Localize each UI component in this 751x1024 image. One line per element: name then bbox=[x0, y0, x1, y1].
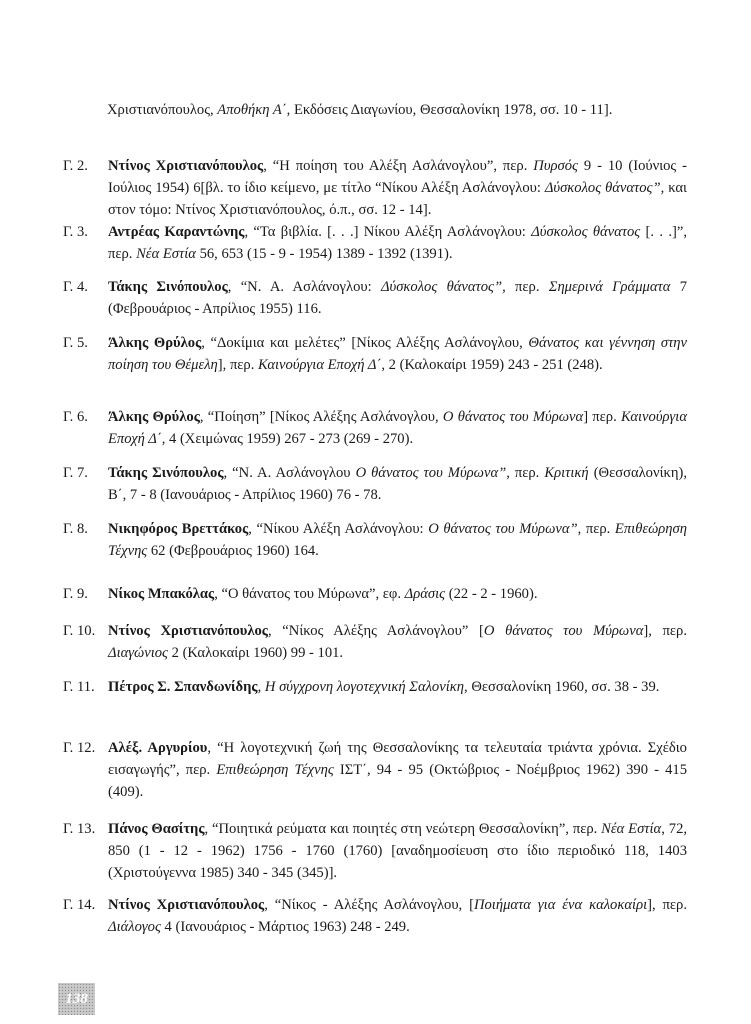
entry-number: Γ. 4. bbox=[63, 279, 88, 295]
continued-title: Αποθήκη Α΄ bbox=[217, 102, 287, 118]
bibliography-entry bbox=[63, 620, 687, 664]
entry-text-part: , περ. bbox=[502, 279, 549, 295]
entry-text bbox=[108, 406, 687, 450]
entry-number: Γ. 10. bbox=[63, 623, 96, 639]
entry-text-part: 2 (Καλοκαίρι 1960) 99 - 101. bbox=[167, 645, 344, 661]
entry-text bbox=[108, 818, 687, 884]
entry-title: Καινούργια Εποχή Δ΄ bbox=[258, 357, 382, 373]
entry-title: Κριτική bbox=[544, 465, 589, 481]
entry-text bbox=[108, 583, 687, 605]
entry-title: Σημερινά Γράμματα bbox=[548, 279, 671, 295]
entry-author: Τάκης Σινόπουλος bbox=[108, 465, 224, 481]
entry-number: Γ. 2. bbox=[63, 158, 88, 174]
entry-text-part: , “Νίκος - Αλέξης Ασλάνογλου, [ bbox=[264, 897, 474, 913]
entry-text-part: , “Η ποίηση του Αλέξη Ασλάνογλου”, περ. bbox=[263, 158, 534, 174]
entry-text-part: (Θεσσαλονίκη), Β΄, 7 - 8 (Ιανουάριος - Απρίλιος 1960) 76 - 78. bbox=[108, 465, 687, 503]
entry-title: Διαγώνιος bbox=[108, 645, 168, 661]
entry-text-part: , περ. bbox=[577, 521, 615, 537]
entry-author: Νικηφόρος Βρεττάκος bbox=[108, 521, 249, 537]
entry-number: Γ. 7. bbox=[63, 465, 88, 481]
entry-number: Γ. 6. bbox=[63, 409, 88, 425]
entry-number: Γ. 8. bbox=[63, 521, 88, 537]
entry-text bbox=[108, 276, 687, 320]
bibliography-entry bbox=[63, 676, 687, 698]
entry-number: Γ. 13. bbox=[63, 821, 96, 837]
entry-title: Ο θάνατος του Μύρωνα bbox=[483, 623, 644, 639]
entry-text-part: [. . .]”, περ. bbox=[108, 224, 687, 262]
entry-text-part: , “Η λογοτεχνική ζωή της Θεσσαλονίκης τα τελευταία τριάντα χρόνια. Σχέδιο εισαγωγής”, περ. bbox=[108, 740, 687, 778]
bibliography-entry bbox=[63, 818, 687, 884]
entry-text-part: , “Ν. Α. Ασλάνογλου bbox=[223, 465, 356, 481]
entry-text-part: , και στον τόμο: Ντίνος Χριστιανόπουλος, ό.π., σσ. 12 - 14]. bbox=[108, 180, 687, 218]
entry-text-part: , Θεσσαλονίκη 1960, σσ. 38 - 39. bbox=[464, 679, 660, 695]
entry-text bbox=[108, 332, 687, 376]
entry-number: Γ. 5. bbox=[63, 335, 88, 351]
bibliography-entry bbox=[63, 155, 687, 221]
entry-text bbox=[108, 676, 687, 698]
entry-text bbox=[108, 518, 687, 562]
entry-title: Ο θάνατος του Μύρωνα” bbox=[428, 521, 578, 537]
entry-text-part: ΙΣΤ΄, 94 - 95 (Οκτώβριος - Νοέμβριος 1962) 390 - 415 (409). bbox=[108, 762, 688, 800]
entry-text bbox=[108, 155, 687, 221]
entry-number: Γ. 14. bbox=[63, 897, 96, 913]
entry-author: Αλέξ. Αργυρίου bbox=[108, 740, 208, 756]
entry-number: Γ. 9. bbox=[63, 586, 88, 602]
entry-title: Καινούργια Εποχή Δ΄ bbox=[108, 409, 687, 447]
entry-number: Γ. 12. bbox=[63, 740, 96, 756]
entry-title: Η σύγχρονη λογοτεχνική Σαλονίκη bbox=[264, 679, 465, 695]
entry-text bbox=[108, 894, 687, 938]
bibliography-entry bbox=[63, 276, 687, 320]
entry-author: Άλκης Θρύλος bbox=[108, 409, 200, 425]
entry-text-part: , “Τα βιβλία. [. . .] Νίκου Αλέξη Ασλάνογλου: bbox=[244, 224, 532, 240]
entry-author: Πέτρος Σ. Σπανδωνίδης bbox=[108, 679, 258, 695]
entry-title: Δύσκολος θάνατος” bbox=[380, 279, 503, 295]
entry-text-part: 62 (Φεβρουάριος 1960) 164. bbox=[147, 543, 319, 559]
entry-title: Νέα Εστία bbox=[136, 246, 196, 262]
entry-title: Επιθεώρηση Τέχνης bbox=[108, 521, 687, 559]
entry-title: Δράσις bbox=[404, 586, 446, 602]
entry-text-part: , “Ποίηση” [Νίκος Αλέξης Ασλάνογλου, bbox=[199, 409, 443, 425]
entry-text bbox=[108, 462, 687, 506]
entry-number: Γ. 11. bbox=[63, 679, 95, 695]
entry-text-part: , 2 (Καλοκαίρι 1959) 243 - 251 (248). bbox=[381, 357, 603, 373]
entry-author: Ντίνος Χριστιανόπουλος bbox=[108, 623, 268, 639]
continued-entry bbox=[107, 99, 687, 121]
entry-text-part: , “Δοκίμια και μελέτες” [Νίκος Αλέξης Ασλάνογλου, bbox=[201, 335, 529, 351]
entry-text-part: (22 - 2 - 1960). bbox=[445, 586, 538, 602]
bibliography-entry bbox=[63, 221, 687, 265]
entry-title: Ποιήματα για ένα καλοκαίρι bbox=[473, 897, 648, 913]
entry-title: Πυρσός bbox=[533, 158, 578, 174]
entry-author: Άλκης Θρύλος bbox=[108, 335, 202, 351]
entry-title: Επιθεώρηση Τέχνης bbox=[216, 762, 334, 778]
entry-author: Νίκος Μπακόλας bbox=[108, 586, 215, 602]
entry-title: Νέα Εστία bbox=[601, 821, 662, 837]
bibliography-entry bbox=[63, 462, 687, 506]
entry-author: Ντίνος Χριστιανόπουλος bbox=[108, 158, 264, 174]
entry-title: Θάνατος και γέννηση στην ποίηση του Θέμελη bbox=[108, 335, 688, 373]
entry-text-part: ], περ. bbox=[643, 623, 687, 639]
entry-text-part: , “Νίκος Αλέξης Ασλάνογλου” [ bbox=[267, 623, 484, 639]
bibliography-entry bbox=[63, 518, 687, 562]
entry-text-part: ], περ. bbox=[647, 897, 687, 913]
entry-title: Διάλογος bbox=[108, 919, 161, 935]
bibliography-entry bbox=[63, 737, 687, 803]
bibliography-entry bbox=[63, 332, 687, 376]
entry-text-part: 4 (Ιανουάριος - Μάρτιος 1963) 248 - 249. bbox=[160, 919, 410, 935]
entry-author: Αντρέας Καραντώνης bbox=[108, 224, 245, 240]
entry-text-part: , περ. bbox=[506, 465, 545, 481]
entry-text-part: 9 - 10 (Ιούνιος - Ιούλιος 1954) 6[βλ. το ίδιο κείμενο, με τίτλο “Νίκου Αλέξη Ασλάνογλου: bbox=[108, 158, 687, 196]
entry-title: Ο θάνατος του Μύρωνα bbox=[442, 409, 584, 425]
entry-title: Δύσκολος θάνατος bbox=[531, 224, 641, 240]
entry-text bbox=[108, 620, 687, 664]
bibliography-entry bbox=[63, 406, 687, 450]
entry-number: Γ. 3. bbox=[63, 224, 88, 240]
entry-text-part: , 4 (Χειμώνας 1959) 267 - 273 (269 - 270). bbox=[161, 431, 414, 447]
entry-title: Δύσκολος θάνατος” bbox=[544, 180, 661, 196]
entry-text-part: 7 (Φεβρουάριος - Απρίλιος 1955) 116. bbox=[108, 279, 687, 317]
entry-text-part: , “Ο θάνατος του Μύρωνα”, εφ. bbox=[214, 586, 405, 602]
entry-text bbox=[108, 221, 687, 265]
entry-text-part: , “Νίκου Αλέξη Ασλάνογλου: bbox=[248, 521, 429, 537]
entry-text-part: , 72, 850 (1 - 12 - 1962) 1756 - 1760 (1760) [αναδημοσίευση στο ίδιο περιοδικό 118, 1403 (Χριστούγεννα 1985) 340 - 345 (345)]. bbox=[108, 821, 688, 881]
entry-author: Πάνος Θασίτης bbox=[108, 821, 205, 837]
entry-text-part: , bbox=[257, 679, 265, 695]
entry-text-part: , “Ποιητικά ρεύματα και ποιητές στη νεώτερη Θεσσαλονίκη”, περ. bbox=[204, 821, 602, 837]
entry-author: Ντίνος Χριστιανόπουλος bbox=[108, 897, 265, 913]
continued-text-end: , Εκδόσεις Διαγωνίου, Θεσσαλονίκη 1978, σσ. 10 - 11]. bbox=[286, 102, 613, 118]
entry-text-part: ] περ. bbox=[583, 409, 622, 425]
entry-title: Ο θάνατος του Μύρωνα” bbox=[355, 465, 507, 481]
entry-text bbox=[108, 737, 687, 803]
entry-text-part: , “Ν. Α. Ασλάνογλου: bbox=[227, 279, 381, 295]
bibliography-entry bbox=[63, 583, 687, 605]
entry-author: Τάκης Σινόπουλος bbox=[108, 279, 228, 295]
bibliography-entry bbox=[63, 894, 687, 938]
entry-text-part: 56, 653 (15 - 9 - 1954) 1389 - 1392 (1391). bbox=[195, 246, 453, 262]
continued-text: Χριστιανόπουλος, bbox=[107, 102, 218, 118]
entry-text-part: ], περ. bbox=[217, 357, 259, 373]
page-number: 138 bbox=[58, 983, 95, 1015]
